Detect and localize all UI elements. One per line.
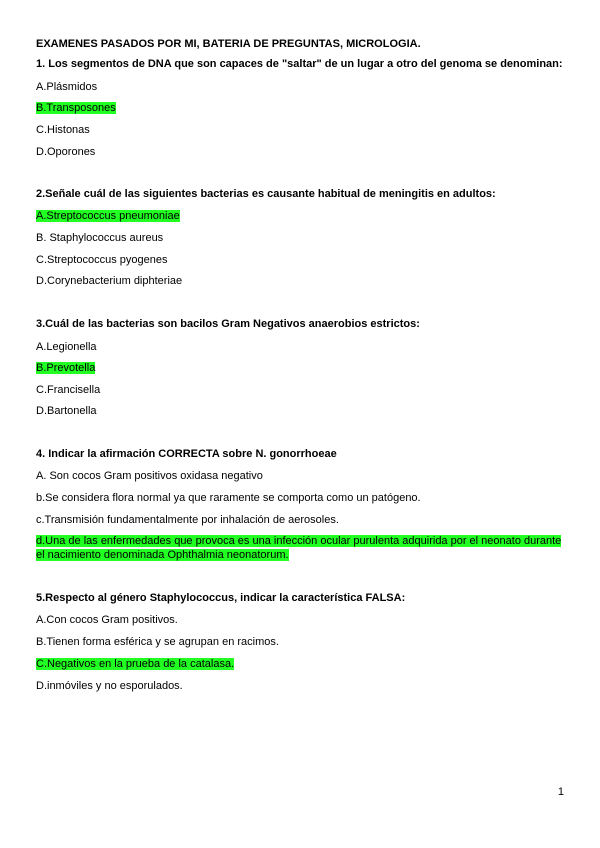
question-1 xyxy=(36,58,566,158)
option-d: D.Corynebacterium diphteriae xyxy=(36,275,183,287)
option-b-correct: B.Prevotella xyxy=(36,362,96,374)
option-d: D.Oporones xyxy=(36,146,96,158)
option-a-correct: A.Streptococcus pneumoniae xyxy=(36,210,180,222)
option-b: b.Se considera flora normal ya que raramente se comporta como un patógeno. xyxy=(36,492,421,504)
option-d-correct: d.Una de las enfermedades que provoca es una infección ocular purulenta adquirida por el neonato durante el nacimiento denominada Ophthalmia neonatorum. xyxy=(36,535,562,561)
option-c: C.Francisella xyxy=(36,384,101,396)
question-text: 5.Respecto al género Staphylococcus, indicar la característica FALSA: xyxy=(36,592,406,604)
option-b: B. Staphylococcus aureus xyxy=(36,232,164,244)
question-text: 3.Cuál de las bacterias son bacilos Gram Negativos anaerobios estrictos: xyxy=(36,318,420,330)
option-a: A.Plásmidos xyxy=(36,81,98,93)
question-text: 1. Los segmentos de DNA que son capaces de "saltar" de un lugar a otro del genoma se denominan: xyxy=(36,58,563,70)
option-b: B.Tienen forma esférica y se agrupan en racimos. xyxy=(36,636,279,648)
option-c: C.Streptococcus pyogenes xyxy=(36,254,168,266)
option-c: c.Transmisión fundamentalmente por inhalación de aerosoles. xyxy=(36,514,339,526)
page-title: EXAMENES PASADOS POR MI, BATERIA DE PREGUNTAS, MICROLOGIA. xyxy=(36,38,421,50)
question-5 xyxy=(36,592,566,692)
page-number: 1 xyxy=(557,786,564,798)
option-b-correct: B.Transposones xyxy=(36,102,116,114)
question-3 xyxy=(36,318,566,417)
option-d: D.Bartonella xyxy=(36,405,97,417)
question-text: 4. Indicar la afirmación CORRECTA sobre N. gonorrhoeae xyxy=(36,448,337,460)
option-a: A.Con cocos Gram positivos. xyxy=(36,614,178,626)
option-a: A.Legionella xyxy=(36,341,97,353)
option-c-correct: C.Negativos en la prueba de la catalasa. xyxy=(36,658,235,670)
option-c: C.Histonas xyxy=(36,124,90,136)
question-2 xyxy=(36,188,566,287)
option-d: D.inmóviles y no esporulados. xyxy=(36,680,183,692)
option-a: A. Son cocos Gram positivos oxidasa negativo xyxy=(36,470,263,482)
question-4 xyxy=(36,448,566,561)
question-text: 2.Señale cuál de las siguientes bacterias es causante habitual de meningitis en adultos: xyxy=(36,188,496,200)
